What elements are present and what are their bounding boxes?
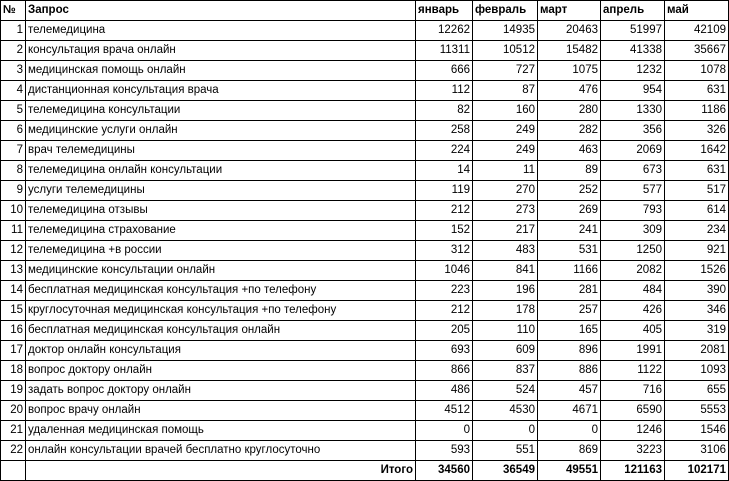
value-apr: 6590 (601, 401, 665, 421)
value-feb: 10512 (473, 41, 538, 61)
value-feb: 87 (473, 81, 538, 101)
table-row (1, 121, 729, 141)
value-may: 1078 (665, 61, 729, 81)
query-text: онлайн консультации врачей бесплатно круглосуточно (26, 441, 416, 461)
value-may: 2081 (665, 341, 729, 361)
value-may: 631 (665, 81, 729, 101)
table-row (1, 201, 729, 221)
value-mar: 531 (538, 241, 601, 261)
row-number: 11 (1, 221, 26, 241)
value-feb: 217 (473, 221, 538, 241)
value-mar: 886 (538, 361, 601, 381)
value-apr: 954 (601, 81, 665, 101)
value-apr: 2069 (601, 141, 665, 161)
value-may: 326 (665, 121, 729, 141)
value-apr: 3223 (601, 441, 665, 461)
value-apr: 41338 (601, 41, 665, 61)
value-mar: 280 (538, 101, 601, 121)
total-jan: 34560 (416, 461, 473, 481)
value-mar: 1075 (538, 61, 601, 81)
value-feb: 4530 (473, 401, 538, 421)
value-apr: 1250 (601, 241, 665, 261)
value-feb: 11 (473, 161, 538, 181)
header-query: Запрос (26, 1, 416, 21)
table-row (1, 141, 729, 161)
value-mar: 165 (538, 321, 601, 341)
total-apr: 121163 (601, 461, 665, 481)
value-may: 35667 (665, 41, 729, 61)
row-number: 4 (1, 81, 26, 101)
table-row (1, 441, 729, 461)
value-jan: 212 (416, 201, 473, 221)
value-may: 1186 (665, 101, 729, 121)
value-feb: 178 (473, 301, 538, 321)
total-label: Итого (26, 461, 416, 481)
value-may: 390 (665, 281, 729, 301)
value-jan: 258 (416, 121, 473, 141)
query-text: медицинская помощь онлайн (26, 61, 416, 81)
value-feb: 160 (473, 101, 538, 121)
value-apr: 2082 (601, 261, 665, 281)
value-mar: 457 (538, 381, 601, 401)
value-mar: 252 (538, 181, 601, 201)
value-may: 346 (665, 301, 729, 321)
value-jan: 4512 (416, 401, 473, 421)
value-mar: 0 (538, 421, 601, 441)
query-text: консультация врача онлайн (26, 41, 416, 61)
value-feb: 14935 (473, 21, 538, 41)
row-number: 6 (1, 121, 26, 141)
query-text: врач телемедицины (26, 141, 416, 161)
table-row (1, 161, 729, 181)
value-may: 921 (665, 241, 729, 261)
row-number: 10 (1, 201, 26, 221)
value-mar: 282 (538, 121, 601, 141)
table-row (1, 401, 729, 421)
header-mar: март (538, 1, 601, 21)
value-jan: 486 (416, 381, 473, 401)
value-mar: 869 (538, 441, 601, 461)
table-row (1, 181, 729, 201)
value-may: 319 (665, 321, 729, 341)
table-row (1, 221, 729, 241)
value-feb: 727 (473, 61, 538, 81)
query-text: бесплатная медицинская консультация онлайн (26, 321, 416, 341)
value-may: 1546 (665, 421, 729, 441)
header-feb: февраль (473, 1, 538, 21)
total-may: 102171 (665, 461, 729, 481)
row-number: 8 (1, 161, 26, 181)
value-mar: 476 (538, 81, 601, 101)
value-feb: 609 (473, 341, 538, 361)
table-row (1, 81, 729, 101)
query-text: телемедицина отзывы (26, 201, 416, 221)
value-feb: 249 (473, 121, 538, 141)
query-text: телемедицина консультации (26, 101, 416, 121)
value-jan: 119 (416, 181, 473, 201)
value-apr: 356 (601, 121, 665, 141)
value-apr: 577 (601, 181, 665, 201)
table-row (1, 241, 729, 261)
header-num: № (1, 1, 26, 21)
total-row (1, 461, 729, 481)
row-number: 20 (1, 401, 26, 421)
value-apr: 793 (601, 201, 665, 221)
value-feb: 551 (473, 441, 538, 461)
query-text: бесплатная медицинская консультация +по телефону (26, 281, 416, 301)
row-number: 9 (1, 181, 26, 201)
row-number: 1 (1, 21, 26, 41)
value-apr: 426 (601, 301, 665, 321)
value-feb: 196 (473, 281, 538, 301)
query-text: круглосуточная медицинская консультация +по телефону (26, 301, 416, 321)
value-may: 655 (665, 381, 729, 401)
table-row (1, 321, 729, 341)
value-apr: 309 (601, 221, 665, 241)
value-apr: 716 (601, 381, 665, 401)
query-text: телемедицина онлайн консультации (26, 161, 416, 181)
value-jan: 693 (416, 341, 473, 361)
value-may: 1093 (665, 361, 729, 381)
value-jan: 82 (416, 101, 473, 121)
value-jan: 593 (416, 441, 473, 461)
row-number: 22 (1, 441, 26, 461)
value-jan: 0 (416, 421, 473, 441)
row-number: 16 (1, 321, 26, 341)
value-may: 3106 (665, 441, 729, 461)
total-empty-cell (1, 461, 26, 481)
table-row (1, 281, 729, 301)
row-number: 7 (1, 141, 26, 161)
header-row (1, 1, 729, 21)
table-row (1, 61, 729, 81)
value-mar: 1166 (538, 261, 601, 281)
query-text: доктор онлайн консультация (26, 341, 416, 361)
value-jan: 212 (416, 301, 473, 321)
value-mar: 269 (538, 201, 601, 221)
row-number: 14 (1, 281, 26, 301)
row-number: 17 (1, 341, 26, 361)
value-mar: 241 (538, 221, 601, 241)
row-number: 3 (1, 61, 26, 81)
value-may: 1642 (665, 141, 729, 161)
value-may: 42109 (665, 21, 729, 41)
value-mar: 89 (538, 161, 601, 181)
value-mar: 257 (538, 301, 601, 321)
value-apr: 1122 (601, 361, 665, 381)
query-text: удаленная медицинская помощь (26, 421, 416, 441)
value-feb: 0 (473, 421, 538, 441)
value-jan: 223 (416, 281, 473, 301)
table-row (1, 101, 729, 121)
query-text: медицинские консультации онлайн (26, 261, 416, 281)
value-mar: 463 (538, 141, 601, 161)
value-jan: 205 (416, 321, 473, 341)
row-number: 21 (1, 421, 26, 441)
value-jan: 224 (416, 141, 473, 161)
row-number: 18 (1, 361, 26, 381)
query-text: вопрос врачу онлайн (26, 401, 416, 421)
value-apr: 1991 (601, 341, 665, 361)
value-mar: 20463 (538, 21, 601, 41)
header-may: май (665, 1, 729, 21)
value-apr: 1330 (601, 101, 665, 121)
query-text: телемедицина +в россии (26, 241, 416, 261)
row-number: 13 (1, 261, 26, 281)
header-jan: январь (416, 1, 473, 21)
value-jan: 866 (416, 361, 473, 381)
value-apr: 673 (601, 161, 665, 181)
value-apr: 484 (601, 281, 665, 301)
value-mar: 896 (538, 341, 601, 361)
value-jan: 12262 (416, 21, 473, 41)
value-mar: 4671 (538, 401, 601, 421)
header-apr: апрель (601, 1, 665, 21)
value-feb: 270 (473, 181, 538, 201)
query-text: вопрос доктору онлайн (26, 361, 416, 381)
value-apr: 1246 (601, 421, 665, 441)
value-may: 234 (665, 221, 729, 241)
query-text: телемедицина страхование (26, 221, 416, 241)
value-jan: 152 (416, 221, 473, 241)
table-row (1, 21, 729, 41)
table-row (1, 261, 729, 281)
value-may: 517 (665, 181, 729, 201)
value-jan: 14 (416, 161, 473, 181)
value-feb: 837 (473, 361, 538, 381)
value-may: 614 (665, 201, 729, 221)
total-mar: 49551 (538, 461, 601, 481)
value-apr: 51997 (601, 21, 665, 41)
query-text: услуги телемедицины (26, 181, 416, 201)
value-feb: 841 (473, 261, 538, 281)
table-row (1, 361, 729, 381)
value-feb: 110 (473, 321, 538, 341)
value-jan: 11311 (416, 41, 473, 61)
table-row (1, 381, 729, 401)
value-jan: 666 (416, 61, 473, 81)
row-number: 5 (1, 101, 26, 121)
row-number: 2 (1, 41, 26, 61)
table-row (1, 421, 729, 441)
value-jan: 312 (416, 241, 473, 261)
row-number: 12 (1, 241, 26, 261)
total-feb: 36549 (473, 461, 538, 481)
table-row (1, 301, 729, 321)
value-mar: 15482 (538, 41, 601, 61)
value-apr: 1232 (601, 61, 665, 81)
query-text: телемедицина (26, 21, 416, 41)
row-number: 19 (1, 381, 26, 401)
table-row (1, 341, 729, 361)
row-number: 15 (1, 301, 26, 321)
table-row (1, 41, 729, 61)
value-feb: 249 (473, 141, 538, 161)
value-feb: 273 (473, 201, 538, 221)
query-text: медицинские услуги онлайн (26, 121, 416, 141)
value-jan: 1046 (416, 261, 473, 281)
value-may: 631 (665, 161, 729, 181)
table-body (1, 21, 729, 461)
value-feb: 483 (473, 241, 538, 261)
value-apr: 405 (601, 321, 665, 341)
query-text: дистанционная консультация врача (26, 81, 416, 101)
value-mar: 281 (538, 281, 601, 301)
value-may: 5553 (665, 401, 729, 421)
value-may: 1526 (665, 261, 729, 281)
value-feb: 524 (473, 381, 538, 401)
value-jan: 112 (416, 81, 473, 101)
query-text: задать вопрос доктору онлайн (26, 381, 416, 401)
